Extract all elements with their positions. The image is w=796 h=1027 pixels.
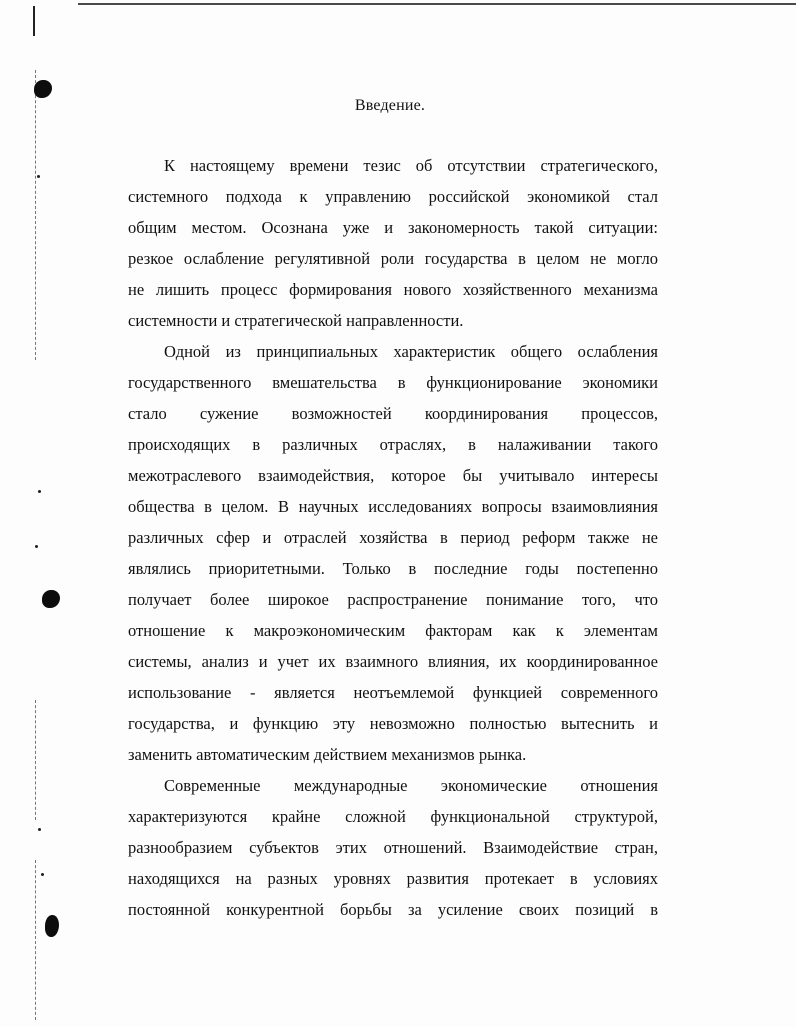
text-line: постоянной конкурентной борьбы за усиление своих позиций в	[128, 900, 658, 919]
text-line: происходящих в различных отраслях, в налаживании такого	[128, 435, 658, 454]
binding-margin-line	[35, 860, 36, 1020]
text-line: использование - является неотъемлемой функцией современного	[128, 683, 658, 702]
text-line: получает более широкое распространение понимание того, что	[128, 590, 658, 609]
text-line: системности и стратегической направленности.	[128, 311, 464, 330]
binding-margin-line	[35, 700, 36, 820]
text-line: различных сфер и отраслей хозяйства в период реформ также не	[128, 528, 658, 547]
text-line: резкое ослабление регулятивной роли государства в целом не могло	[128, 249, 658, 268]
scan-speck	[41, 873, 44, 876]
text-line: государства, и функцию эту невозможно полностью вытеснить и	[128, 714, 658, 733]
text-line: Современные международные экономические отношения	[164, 776, 658, 795]
text-line: стало сужение возможностей координирования процессов,	[128, 404, 658, 423]
text-line: государственного вмешательства в функционирование экономики	[128, 373, 658, 392]
document-body	[128, 150, 658, 925]
scan-speck	[38, 828, 41, 831]
text-line: характеризуются крайне сложной функциональной структурой,	[128, 807, 658, 826]
text-line: заменить автоматическим действием механизмов рынка.	[128, 745, 527, 764]
text-line: являлись приоритетными. Только в последние годы постепенно	[128, 559, 658, 578]
scan-speck	[38, 490, 41, 493]
text-line: общим местом. Осознана уже и закономерность такой ситуации:	[128, 218, 658, 237]
text-line: отношение к макроэкономическим факторам как к элементам	[128, 621, 658, 640]
punch-hole-mark	[42, 590, 60, 608]
text-line: системного подхода к управлению российской экономикой стал	[128, 187, 658, 206]
punch-hole-mark	[45, 915, 59, 937]
text-line: системы, анализ и учет их взаимного влияния, их координированное	[128, 652, 658, 671]
punch-hole-mark	[34, 80, 52, 98]
paragraph-2	[128, 336, 658, 770]
text-line: межотраслевого взаимодействия, которое бы учитывало интересы	[128, 466, 658, 485]
scan-speck	[35, 545, 38, 548]
paragraph-1	[128, 150, 658, 336]
text-line: К настоящему времени тезис об отсутствии стратегического,	[164, 156, 658, 175]
text-line: не лишить процесс формирования нового хозяйственного механизма	[128, 280, 658, 299]
scan-edge-mark	[33, 6, 35, 36]
page-title: Введение.	[354, 97, 426, 114]
paragraph-3	[128, 770, 658, 925]
scan-speck	[37, 175, 40, 178]
text-line: общества в целом. В научных исследованиях вопросы взаимовлияния	[128, 497, 658, 516]
scan-edge-line	[78, 3, 796, 5]
text-line: Одной из принципиальных характеристик общего ослабления	[164, 342, 658, 361]
text-line: находящихся на разных уровнях развития протекает в условиях	[128, 869, 658, 888]
text-line: разнообразием субъектов этих отношений. Взаимодействие стран,	[128, 838, 658, 857]
